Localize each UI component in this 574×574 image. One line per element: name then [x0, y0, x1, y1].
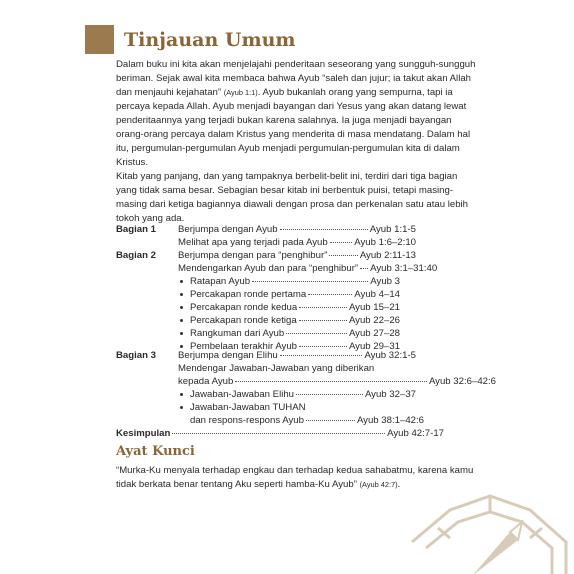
outline-row: [116, 362, 496, 375]
outline-row: [116, 236, 496, 249]
entry-reference: Ayub 2:11-13: [359, 250, 416, 261]
entry-text: kepada Ayub: [178, 376, 234, 387]
entry-reference: Ayub 3: [370, 276, 400, 287]
dot-leader: [299, 346, 347, 347]
entry-reference: Ayub 3:1–31:40: [370, 263, 438, 274]
key-verse-heading: Ayat Kunci: [116, 444, 195, 459]
outline-row: [116, 375, 496, 388]
dot-leader: [252, 281, 368, 282]
outline-row: [116, 275, 496, 288]
key-verse-line: “Murka-Ku menyala terhadap engkau dan terhadap kedua sahabatmu, karena kamu: [116, 465, 474, 476]
bullet-icon: [180, 319, 183, 322]
entry-text: Percakapan ronde ketiga: [190, 315, 297, 326]
entry-text: Mendengarkan Ayub dan para “penghibur”: [178, 263, 359, 274]
outline-entry: [178, 249, 416, 262]
dot-leader: [299, 307, 347, 308]
dot-leader: [296, 394, 363, 395]
entry-reference: Ayub 42:7-17: [387, 428, 444, 439]
entry-reference: Ayub 32–37: [364, 389, 416, 400]
entry-reference: Ayub 15–21: [348, 302, 400, 313]
dot-leader: [280, 355, 363, 356]
structure-line: tokoh yang ada.: [116, 213, 185, 224]
key-verse-text: .: [397, 479, 401, 490]
dot-leader: [360, 268, 368, 269]
outline-entry: [190, 327, 400, 340]
entry-reference: Ayub 38:1–42:6: [356, 415, 424, 426]
outline-row: [116, 301, 496, 314]
outline-entry: [178, 375, 496, 388]
structure-line: masing dari ketiga bagiannya diawali dengan prosa dan perkenalan satu atau lebih: [116, 199, 469, 210]
intro-line: penderitaannya yang terjadi bukan karena salahnya. Ia juga menjadi bayangan: [116, 115, 452, 126]
entry-text: Percakapan ronde pertama: [190, 289, 307, 300]
intro-line: [116, 86, 488, 100]
outline-row: [116, 327, 496, 340]
intro-line: beriman. Sejak awal kita membaca bahwa Ayub “saleh dan jujur; ia takut akan Allah: [116, 73, 471, 84]
key-verse-text: tidak berkata benar tentang Aku seperti hamba-Ku Ayub”: [116, 479, 360, 490]
compass-icon: [398, 488, 574, 574]
outline-entry: [190, 288, 400, 301]
section-label: Bagian 3: [116, 350, 156, 361]
intro-line: orang-orang percaya dalam Kristus yang menderita di masa mendatang. Dalam hal: [116, 129, 471, 140]
intro-line: Dalam buku ini kita akan menjelajahi penderitaan seseorang yang sungguh-sungguh: [116, 59, 476, 70]
outline-row: [116, 288, 496, 301]
outline-entry: [190, 314, 400, 327]
dot-leader: [280, 229, 368, 230]
dot-leader: [286, 333, 347, 334]
section-label: Kesimpulan: [116, 428, 171, 439]
entry-reference: Ayub 32:6–42:6: [428, 376, 496, 387]
entry-text: Ratapan Ayub: [190, 276, 251, 287]
outline-entry: [178, 223, 416, 236]
outline-row: [116, 262, 496, 275]
outline-entry: [190, 414, 424, 427]
outline-row: [116, 388, 496, 401]
entry-text: Berjumpa dengan Ayub: [178, 224, 278, 235]
entry-text: Jawaban-Jawaban Elihu: [190, 389, 294, 400]
outline-entry: [178, 349, 416, 362]
entry-text: Mendengar Jawaban-Jawaban yang diberikan: [178, 363, 375, 374]
outline-row: [116, 349, 496, 362]
verse-reference: (Ayub 1:1): [223, 88, 258, 97]
outline-row: [116, 249, 496, 262]
dot-leader: [329, 255, 357, 256]
entry-reference: Ayub 32:1-5: [364, 350, 416, 361]
dot-leader: [299, 320, 347, 321]
page-margin: [0, 0, 78, 574]
entry-reference: Ayub 29–31: [348, 341, 400, 352]
intro-text: . Ayub bukanlah orang yang sempurna, tapi ia: [257, 87, 453, 98]
bullet-icon: [180, 406, 183, 409]
outline-row: [116, 414, 496, 427]
entry-reference: Ayub 1:1-5: [369, 224, 416, 235]
entry-text: Berjumpa dengan para “penghibur”: [178, 250, 328, 261]
page-title: Tinjauan Umum: [124, 29, 296, 51]
bullet-icon: [180, 332, 183, 335]
outline-entry: [178, 236, 416, 249]
outline-row: [116, 427, 496, 440]
intro-line: percaya kepada Allah. Ayub menjadi bayangan dari Yesus yang akan datang lewat: [116, 101, 467, 112]
entry-text: Rangkuman dari Ayub: [190, 328, 285, 339]
structure-line: Kitab yang panjang, dan yang tampaknya berbelit-belit ini, terdiri dari tiga bagian: [116, 171, 458, 182]
entry-text: Percakapan ronde kedua: [190, 302, 298, 313]
outline-entry: [190, 275, 400, 288]
bullet-icon: [180, 306, 183, 309]
bullet-icon: [180, 280, 183, 283]
dot-leader: [330, 242, 353, 243]
entry-text: dan respons-respons Ayub: [190, 415, 304, 426]
entry-text: Berjumpa dengan Elihu: [178, 350, 278, 361]
dot-leader: [306, 420, 355, 421]
dot-leader: [235, 381, 427, 382]
entry-reference: Ayub 4–14: [354, 289, 400, 300]
entry-reference: Ayub 1:6–2:10: [354, 237, 416, 248]
outline-entry: [116, 427, 444, 440]
outline-entry: [178, 262, 438, 275]
dot-leader: [308, 294, 352, 295]
intro-line: Kristus.: [116, 157, 148, 168]
section-label: Bagian 1: [116, 224, 156, 235]
verse-reference: (Ayub 42:7): [359, 480, 398, 489]
intro-text: dan menjauhi kejahatan”: [116, 87, 224, 98]
bullet-icon: [180, 393, 183, 396]
bullet-icon: [180, 293, 183, 296]
entry-reference: Ayub 27–28: [348, 328, 400, 339]
intro-line: itu, pergumulan-pergumulan Ayub menjadi pergumulan-pergumulan kita di dalam: [116, 143, 460, 154]
entry-text: Pembelaan terakhir Ayub: [190, 341, 298, 352]
outline-entry: [190, 388, 416, 401]
dot-leader: [172, 433, 385, 434]
heading-accent-block: [85, 25, 114, 54]
outline-row: [116, 223, 496, 236]
bullet-icon: [180, 345, 183, 348]
section-label: Bagian 2: [116, 250, 156, 261]
outline-row: [116, 314, 496, 327]
entry-reference: Ayub 22–26: [348, 315, 400, 326]
structure-line: yang tidak sama besar. Sebagian besar kitab ini berbentuk puisi, tetapi masing-: [116, 185, 454, 196]
outline-row: [116, 401, 496, 414]
outline-entry: [190, 301, 400, 314]
entry-text: Melihat apa yang terjadi pada Ayub: [178, 237, 328, 248]
entry-text: Jawaban-Jawaban TUHAN: [190, 402, 306, 413]
